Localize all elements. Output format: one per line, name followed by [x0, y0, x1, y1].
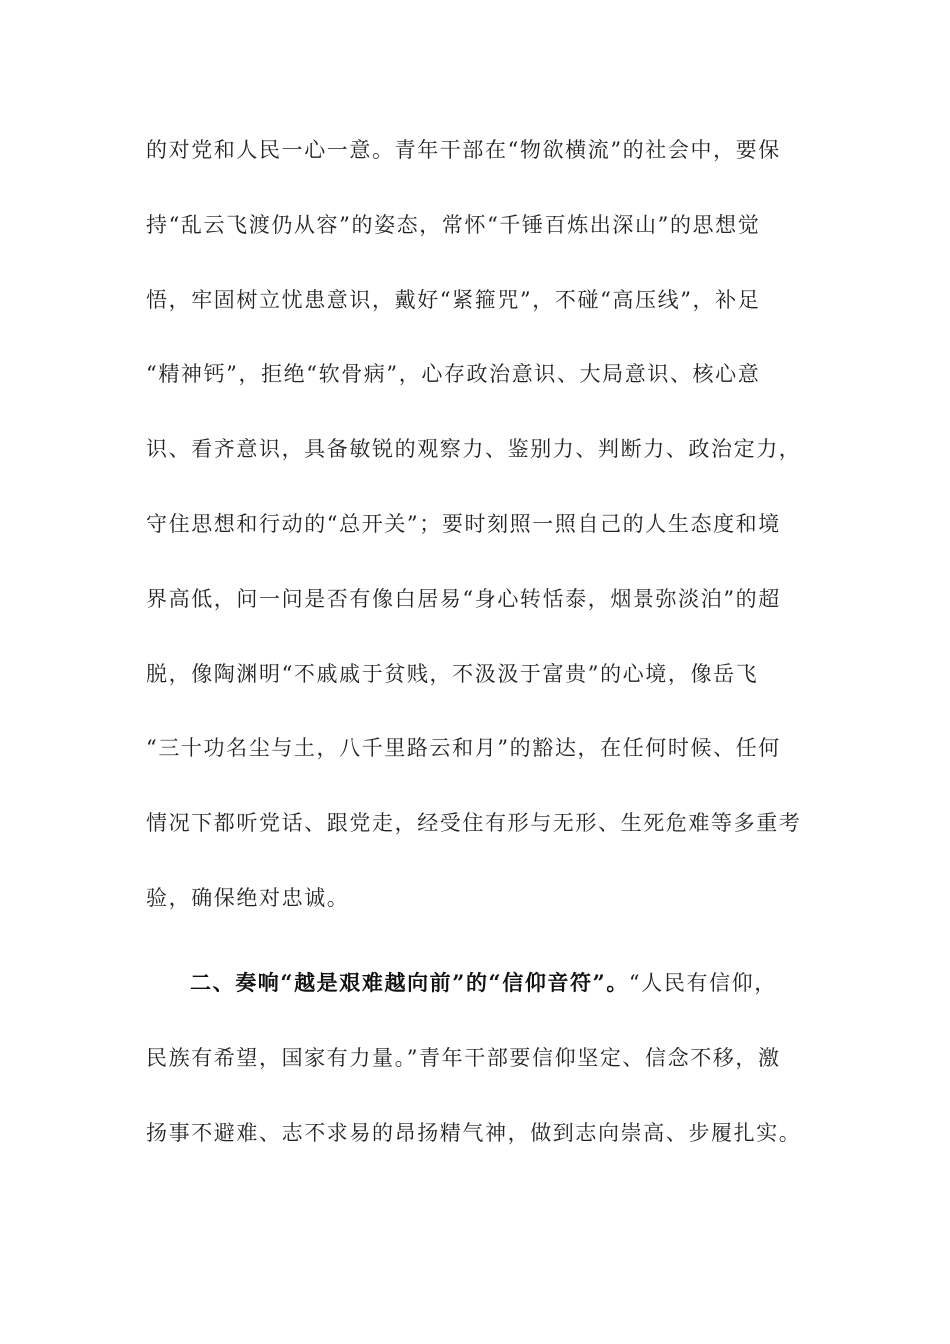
paragraph-line: “精神钙”，拒绝“软骨病”，心存政治意识、大局意识、核心意: [146, 362, 761, 386]
paragraph-line: 验，确保绝对忠诚。: [146, 886, 350, 910]
paragraph-line: 情况下都听党话、跟党走，经受住有形与无形、生死危难等多重考: [146, 811, 802, 835]
paragraph-line: 守住思想和行动的“总开关”；要时刻照一照自己的人生态度和境: [146, 512, 781, 536]
paragraph-line: 的对党和人民一心一意。青年干部在“物欲横流”的社会中，要保: [146, 138, 781, 162]
section-heading: 二、奏响“越是艰难越向前”的“信仰音符”。: [190, 970, 629, 995]
paragraph-line: 民族有希望，国家有力量。”青年干部要信仰坚定、信念不移，激: [146, 1046, 781, 1070]
section-heading-line: [190, 969, 777, 997]
paragraph-line: 悟，牢固树立忧患意识，戴好“紧箍咒”，不碰“高压线”，补足: [146, 288, 761, 312]
section-intro-quote: “人民有信仰，: [628, 971, 777, 995]
paragraph-line: 界高低，问一问是否有像白居易“身心转恬泰，烟景弥淡泊”的超: [146, 587, 781, 611]
paragraph-line: “三十功名尘与土，八千里路云和月”的豁达，在任何时候、任何: [146, 736, 781, 760]
paragraph-line: 脱，像陶渊明“不戚戚于贫贱，不汲汲于富贵”的心境，像岳飞: [146, 662, 759, 686]
paragraph-line: 持“乱云飞渡仍从容”的姿态，常怀“千锤百炼出深山”的思想觉: [146, 213, 761, 237]
paragraph-line: 识、看齐意识，具备敏锐的观察力、鉴别力、判断力、政治定力，: [146, 437, 802, 461]
paragraph-line: 扬事不避难、志不求易的昂扬精气神，做到志向崇高、步履扎实。: [146, 1121, 802, 1145]
